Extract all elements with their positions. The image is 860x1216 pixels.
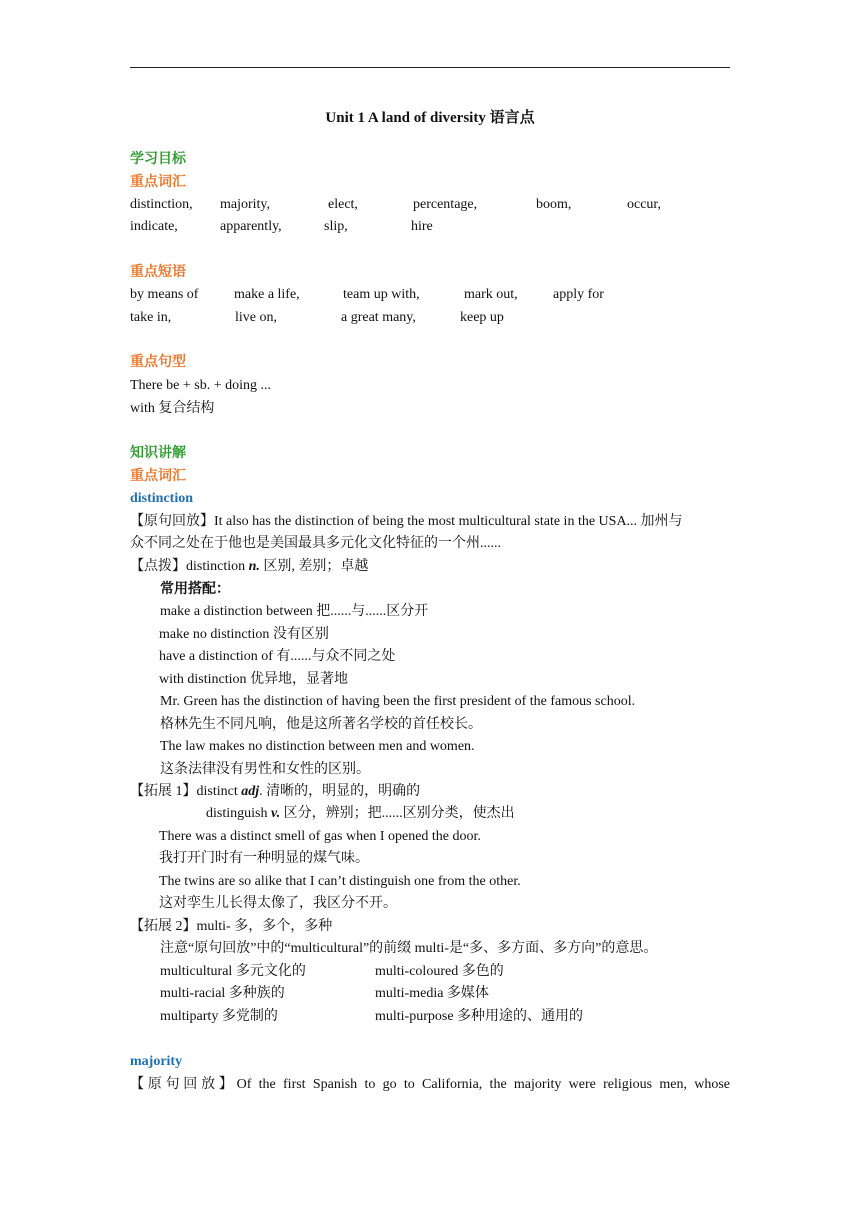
vocab-item: hire — [411, 219, 433, 234]
extension-1-word: distinct — [196, 784, 238, 799]
vocab-item: percentage, — [413, 197, 478, 212]
extension-1-meaning-2: 区分，辨别；把......区别分类，使杰出 — [280, 806, 515, 821]
phrase-item: live on, — [235, 310, 277, 325]
example-translation: 这条法律没有男性和女性的区别。 — [160, 762, 370, 777]
extension-1-label: 【拓展 1】 — [130, 784, 197, 799]
vocab-item: distinction, — [130, 197, 193, 212]
section-key-vocab: 重点词汇 — [130, 175, 186, 190]
collocation-item: make a distinction between 把......与......区分开 — [160, 604, 429, 619]
extension-1-line-2 — [206, 805, 515, 823]
example-translation: 格林先生不同凡响，他是这所著名学校的首任校长。 — [160, 717, 482, 732]
phrase-item: mark out, — [464, 287, 518, 302]
section-key-vocab-2: 重点词汇 — [130, 469, 186, 484]
tip-pos: n. — [248, 559, 260, 574]
multi-word-item: multi-coloured 多色的 — [375, 964, 504, 979]
example-translation: 我打开门时有一种明显的煤气味。 — [159, 851, 369, 866]
original-label: 【原句回放】 — [130, 1077, 237, 1092]
phrase-item: keep up — [460, 310, 504, 325]
multi-word-item: multi-media 多媒体 — [375, 986, 489, 1001]
phrase-item: team up with, — [343, 287, 420, 302]
sentence-pattern: There be + sb. + doing ... — [130, 378, 271, 393]
vocab-item: majority, — [220, 197, 271, 212]
vocab-item: boom, — [536, 197, 572, 212]
section-key-phrases: 重点短语 — [130, 265, 186, 280]
extension-2-text: multi- 多，多个，多种 — [196, 919, 333, 934]
phrase-item: a great many, — [341, 310, 416, 325]
tip-word: distinction — [186, 559, 246, 574]
tip-label: 【点拨】 — [130, 559, 186, 574]
vocab-item: slip, — [324, 219, 348, 234]
extension-1-meaning: . 清晰的，明显的，明确的 — [259, 784, 421, 799]
extension-1-word-2: distinguish — [206, 806, 268, 821]
vocab-item: indicate, — [130, 219, 178, 234]
original-text: It also has the distinction of being the most multicultural state in the USA... 加州与 — [214, 514, 683, 529]
phrase-item: make a life, — [234, 287, 300, 302]
tip-line — [130, 558, 368, 576]
original-sentence — [130, 1076, 730, 1094]
section-key-sentences: 重点句型 — [130, 355, 186, 370]
phrase-item: apply for — [553, 287, 604, 302]
collocation-item: make no distinction 没有区别 — [159, 627, 329, 642]
section-objectives: 学习目标 — [130, 152, 186, 167]
original-text: Of the first Spanish to go to California, the majority were religious men, whose — [236, 1077, 730, 1092]
phrase-item: take in, — [130, 310, 172, 325]
page-title: Unit 1 A land of diversity 语言点 — [325, 110, 535, 126]
extension-1-pos-2: v. — [270, 806, 281, 821]
sentence-pattern: with 复合结构 — [130, 401, 215, 416]
extension-2-line — [130, 918, 332, 936]
header-rule — [130, 67, 730, 68]
multi-word-item: multi-racial 多种族的 — [160, 986, 285, 1001]
collocation-item: with distinction 优异地，显著地 — [159, 672, 348, 687]
multi-word-item: multi-purpose 多种用途的、通用的 — [375, 1009, 584, 1024]
extension-2-label: 【拓展 2】 — [130, 919, 197, 934]
vocab-item: elect, — [328, 197, 358, 212]
original-sentence — [130, 513, 683, 531]
tip-meaning: 区别, 差别；卓越 — [259, 559, 369, 574]
original-translation: 众不同之处在于他也是美国最具多元化文化特征的一个州...... — [130, 536, 501, 551]
multi-word-item: multiparty 多党制的 — [160, 1009, 278, 1024]
extension-1-pos: adj — [241, 784, 260, 799]
collocation-item: have a distinction of 有......与众不同之处 — [159, 649, 396, 664]
example-sentence: The law makes no distinction between men and women. — [160, 739, 475, 754]
example-sentence: The twins are so alike that I can’t distinguish one from the other. — [159, 874, 521, 889]
entry-heading-distinction: distinction — [130, 491, 194, 506]
example-sentence: Mr. Green has the distinction of having been the first president of the famous school. — [160, 694, 636, 709]
multi-word-item: multicultural 多元文化的 — [160, 964, 306, 979]
section-explanation: 知识讲解 — [130, 446, 186, 461]
example-sentence: There was a distinct smell of gas when I opened the door. — [159, 829, 481, 844]
original-label: 【原句回放】 — [130, 514, 214, 529]
extension-1-line — [130, 783, 420, 801]
vocab-item: occur, — [627, 197, 662, 212]
entry-heading-majority: majority — [130, 1054, 183, 1069]
collocation-heading: 常用搭配： — [160, 582, 230, 597]
example-translation: 这对孪生儿长得太像了，我区分不开。 — [159, 896, 397, 911]
phrase-item: by means of — [130, 287, 199, 302]
vocab-item: apparently, — [220, 219, 282, 234]
extension-2-note: 注意“原句回放”中的“multicultural”的前缀 multi-是“多、多方面、多方向”的意思。 — [160, 941, 658, 956]
